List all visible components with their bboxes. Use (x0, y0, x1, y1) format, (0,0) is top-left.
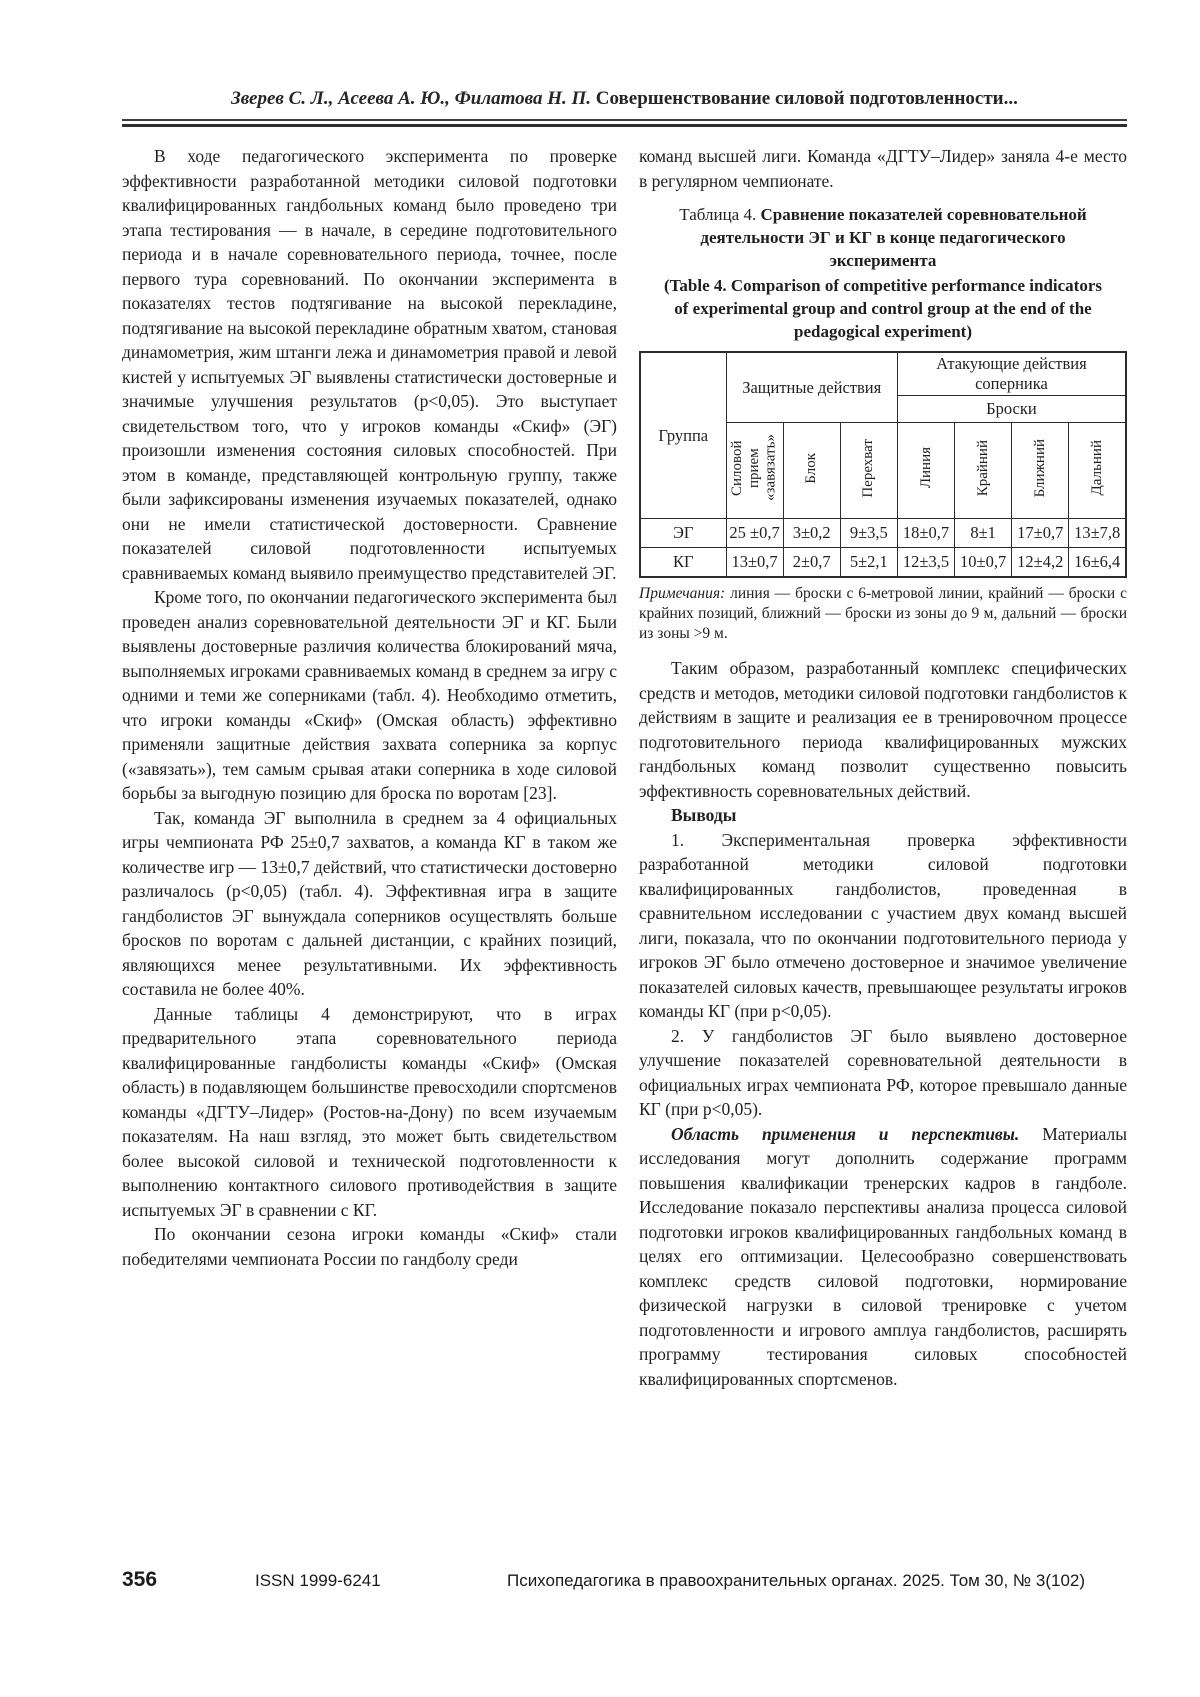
running-head-title: Совершенствование силовой подготовленности... (595, 88, 1018, 109)
paragraph: Кроме того, по окончании педагогического эксперимента был проведен анализ соревновательной деятельности ЭГ и КГ. Были выявлены достоверные различия количества блокирований мяча, выполняемых игроками сравниваемых команд в среднем за игру с одними и теми же соперниками (табл. 4). Необходимо отметить, что игроки команды «Скиф» (Омская область) эффективно применяли защитные действия захвата соперника за корпус («завязать»), тем самым срывая атаки соперника в ходе силовой борьбы за выгодную позицию для броска по воротам [23]. (122, 587, 617, 803)
two-column-body (122, 144, 1127, 1391)
value-cell: 13±0,7 (726, 548, 783, 578)
table-notes (639, 584, 1127, 644)
paragraph: Данные таблицы 4 демонстрируют, что в играх предварительного этапа соревновательного периода квалифицированные гандболисты команды «Скиф» (Омская область) в подавляющем большинстве превосходили спортсменов команды «ДГТУ–Лидер» (Ростов-на-Дону) по всем изучаемым показателям. На наш взгляд, это может быть свидетельством более высокой силовой и технической подготовленности к выполнению контактного силового противодействия в защите испытуемых ЭГ в сравнении с КГ. (122, 1003, 617, 1220)
header-divider (122, 119, 1127, 127)
value-cell: 17±0,7 (1012, 519, 1069, 548)
scope-text: Материалы исследования могут дополнить содержание программ повышения квалификации тренерских кадров в гандболе. Исследование показало перспективы анализа процесса силовой подготовки игроков квалифицированных гандбольных команд в целях его оптимизации. Целесообразно совершенствовать комплекс средств силовой подготовки, нормирование физической нагрузки в силовой тренировке с учетом подготовленности и игрового амплуа гандболистов, расширять программу тестирования силовых способностей квалифицированных спортсменов. (639, 1123, 1128, 1389)
row-group-cell: ЭГ (640, 519, 726, 548)
table-notes-label: Примечания: (639, 585, 726, 602)
table-caption-title: Сравнение показателей соревновательной деятельности ЭГ и КГ в конце педагогического эксперимента (700, 205, 1087, 270)
value-cell: 18±0,7 (897, 519, 954, 548)
row-group-cell: КГ (640, 548, 726, 578)
paragraph: 1. Экспериментальная проверка эффективности разработанной методики силовой подготовки квалифицированных гандболистов, проведенная в сравнительном исследовании с участием двух команд высшей лиги, показала, что по окончании подготовительного периода у игроков ЭГ было отмечено достоверное и значимое увеличение показателей силовых качеств, превышающее результаты игроков команды КГ (при p<0,05). (639, 829, 1127, 1021)
value-cell: 3±0,2 (783, 519, 840, 548)
rotated-header (897, 423, 954, 519)
value-cell: 12±3,5 (897, 548, 954, 578)
table-caption-label: Таблица 4. (679, 205, 757, 224)
rotated-header (783, 423, 840, 519)
value-cell: 16±6,4 (1069, 548, 1126, 578)
column-left (122, 144, 617, 1271)
paragraph-continuation: команд высшей лиги. Команда «ДГТУ–Лидер» заняла 4-е место в регулярном чемпионате. (639, 146, 1127, 191)
results-table (639, 351, 1127, 578)
paragraph: 2. У гандболистов ЭГ было выявлено достоверное улучшение показателей соревновательной деятельности в официальных играх чемпионата РФ, которое превышало данные КГ (при p<0,05). (639, 1025, 1127, 1119)
rotated-header (955, 423, 1012, 519)
col-header-group: Группа (640, 352, 726, 519)
value-cell: 8±1 (955, 519, 1012, 548)
paragraph: В ходе педагогического эксперимента по проверке эффективности разработанной методики силовой подготовки квалифицированных гандбольных команд было проведено три этапа тестирования — в начале, в середине подготовительного периода и в начале соревновательного периода, точнее, после первого тура соревнований. По окончании эксперимента в показателях тестов подтягивание на высокой перекладине, подтягивание на высокой перекладине обратным хватом, становая динамометрия, жим штанги лежа и динамометрия правой и левой кистей у испытуемых ЭГ выявлены статистически достоверные и значимые улучшения результатов (p<0,05). Это выступает свидетельством того, что у игроков команды «Скиф» (ЭГ) произошли изменения состояния силовых способностей. При этом в команде, представляющей контрольную группу, также были зафиксированы изменения изучаемых показателей, однако они не имели статистической достоверности. Сравнение показателей силовой подготовленности испытуемых сравниваемых команд выявило преимущество представителей ЭГ. (122, 146, 617, 583)
rotated-header (726, 423, 783, 519)
value-cell: 25 ±0,7 (726, 519, 783, 548)
value-cell: 5±2,1 (840, 548, 897, 578)
rotated-header-label: Крайний (974, 439, 991, 497)
value-cell: 10±0,7 (955, 548, 1012, 578)
value-cell: 9±3,5 (840, 519, 897, 548)
col-header-defense: Защитные действия (726, 352, 897, 423)
table-notes-text: линия — броски с 6-метровой линии, крайний — броски с крайних позиций, ближний — броски из зоны до 9 м, дальний — броски из зоны >9 м. (639, 585, 1127, 642)
col-header-throws: Броски (897, 396, 1126, 423)
table-caption-en: (Table 4. Comparison of competitive performance indicators of experimental group and control group at the end of the pedagogical experiment) (663, 276, 1102, 341)
rotated-header (1012, 423, 1069, 519)
col-header-attack: Атакующие действия соперника (897, 352, 1126, 396)
paragraph: Таким образом, разработанный комплекс специфических средств и методов, методики силовой подготовки гандболистов к действиям в защите и реализация ее в тренировочном процессе подготовительного периода квалифицированных мужских гандбольных команд позволит существенно повысить эффективность соревновательных действий. (639, 658, 1127, 801)
rotated-header-label: Блок (803, 452, 820, 484)
rotated-header-label: Дальний (1088, 440, 1105, 496)
rotated-header-label: Перехват (860, 438, 877, 498)
rotated-header (840, 423, 897, 519)
conclusions-heading: Выводы (671, 805, 737, 825)
value-cell: 13±7,8 (1069, 519, 1126, 548)
page-footer (122, 1568, 1125, 1592)
paragraph: Так, команда ЭГ выполнила в среднем за 4 официальных игры чемпионата РФ 25±0,7 захватов, а команда КГ в таком же количестве игр — 13±0,7 действий, что статистически достоверно различалось (p<0,05) (табл. 4). Эффективная игра в защите гандболистов ЭГ вынуждала соперников осуществлять больше бросков по воротам с дальней дистанции, с крайних позиций, являющихся менее результативными. Их эффективность составила не более 40%. (122, 807, 617, 999)
scope-lead: Область применения и перспективы. (671, 1123, 1020, 1144)
journal-line: Психопедагогика в правоохранительных органах. 2025. Том 30, № 3(102) (506, 1571, 1086, 1590)
paragraph (639, 1122, 1127, 1392)
rotated-header-label: Ближний (1031, 438, 1048, 498)
column-right (639, 144, 1127, 1391)
running-head (0, 0, 1200, 110)
page-number: 356 (122, 1568, 158, 1591)
value-cell: 2±0,7 (783, 548, 840, 578)
paragraph: По окончании сезона игроки команды «Скиф» стали победителями чемпионата России по гандболу среди (122, 1224, 617, 1269)
value-cell: 12±4,2 (1012, 548, 1069, 578)
table-row (640, 519, 1126, 548)
rotated-header-label: Линия (917, 447, 934, 489)
rotated-header (1069, 423, 1126, 519)
running-head-authors: Зверев С. Л., Асеева А. Ю., Филатова Н. П. (231, 88, 592, 109)
rotated-header-label: Силовой прием «завязать» (729, 434, 779, 502)
table-caption-ru (649, 203, 1117, 272)
table-row (640, 548, 1126, 578)
issn: ISSN 1999-6241 (255, 1571, 381, 1590)
